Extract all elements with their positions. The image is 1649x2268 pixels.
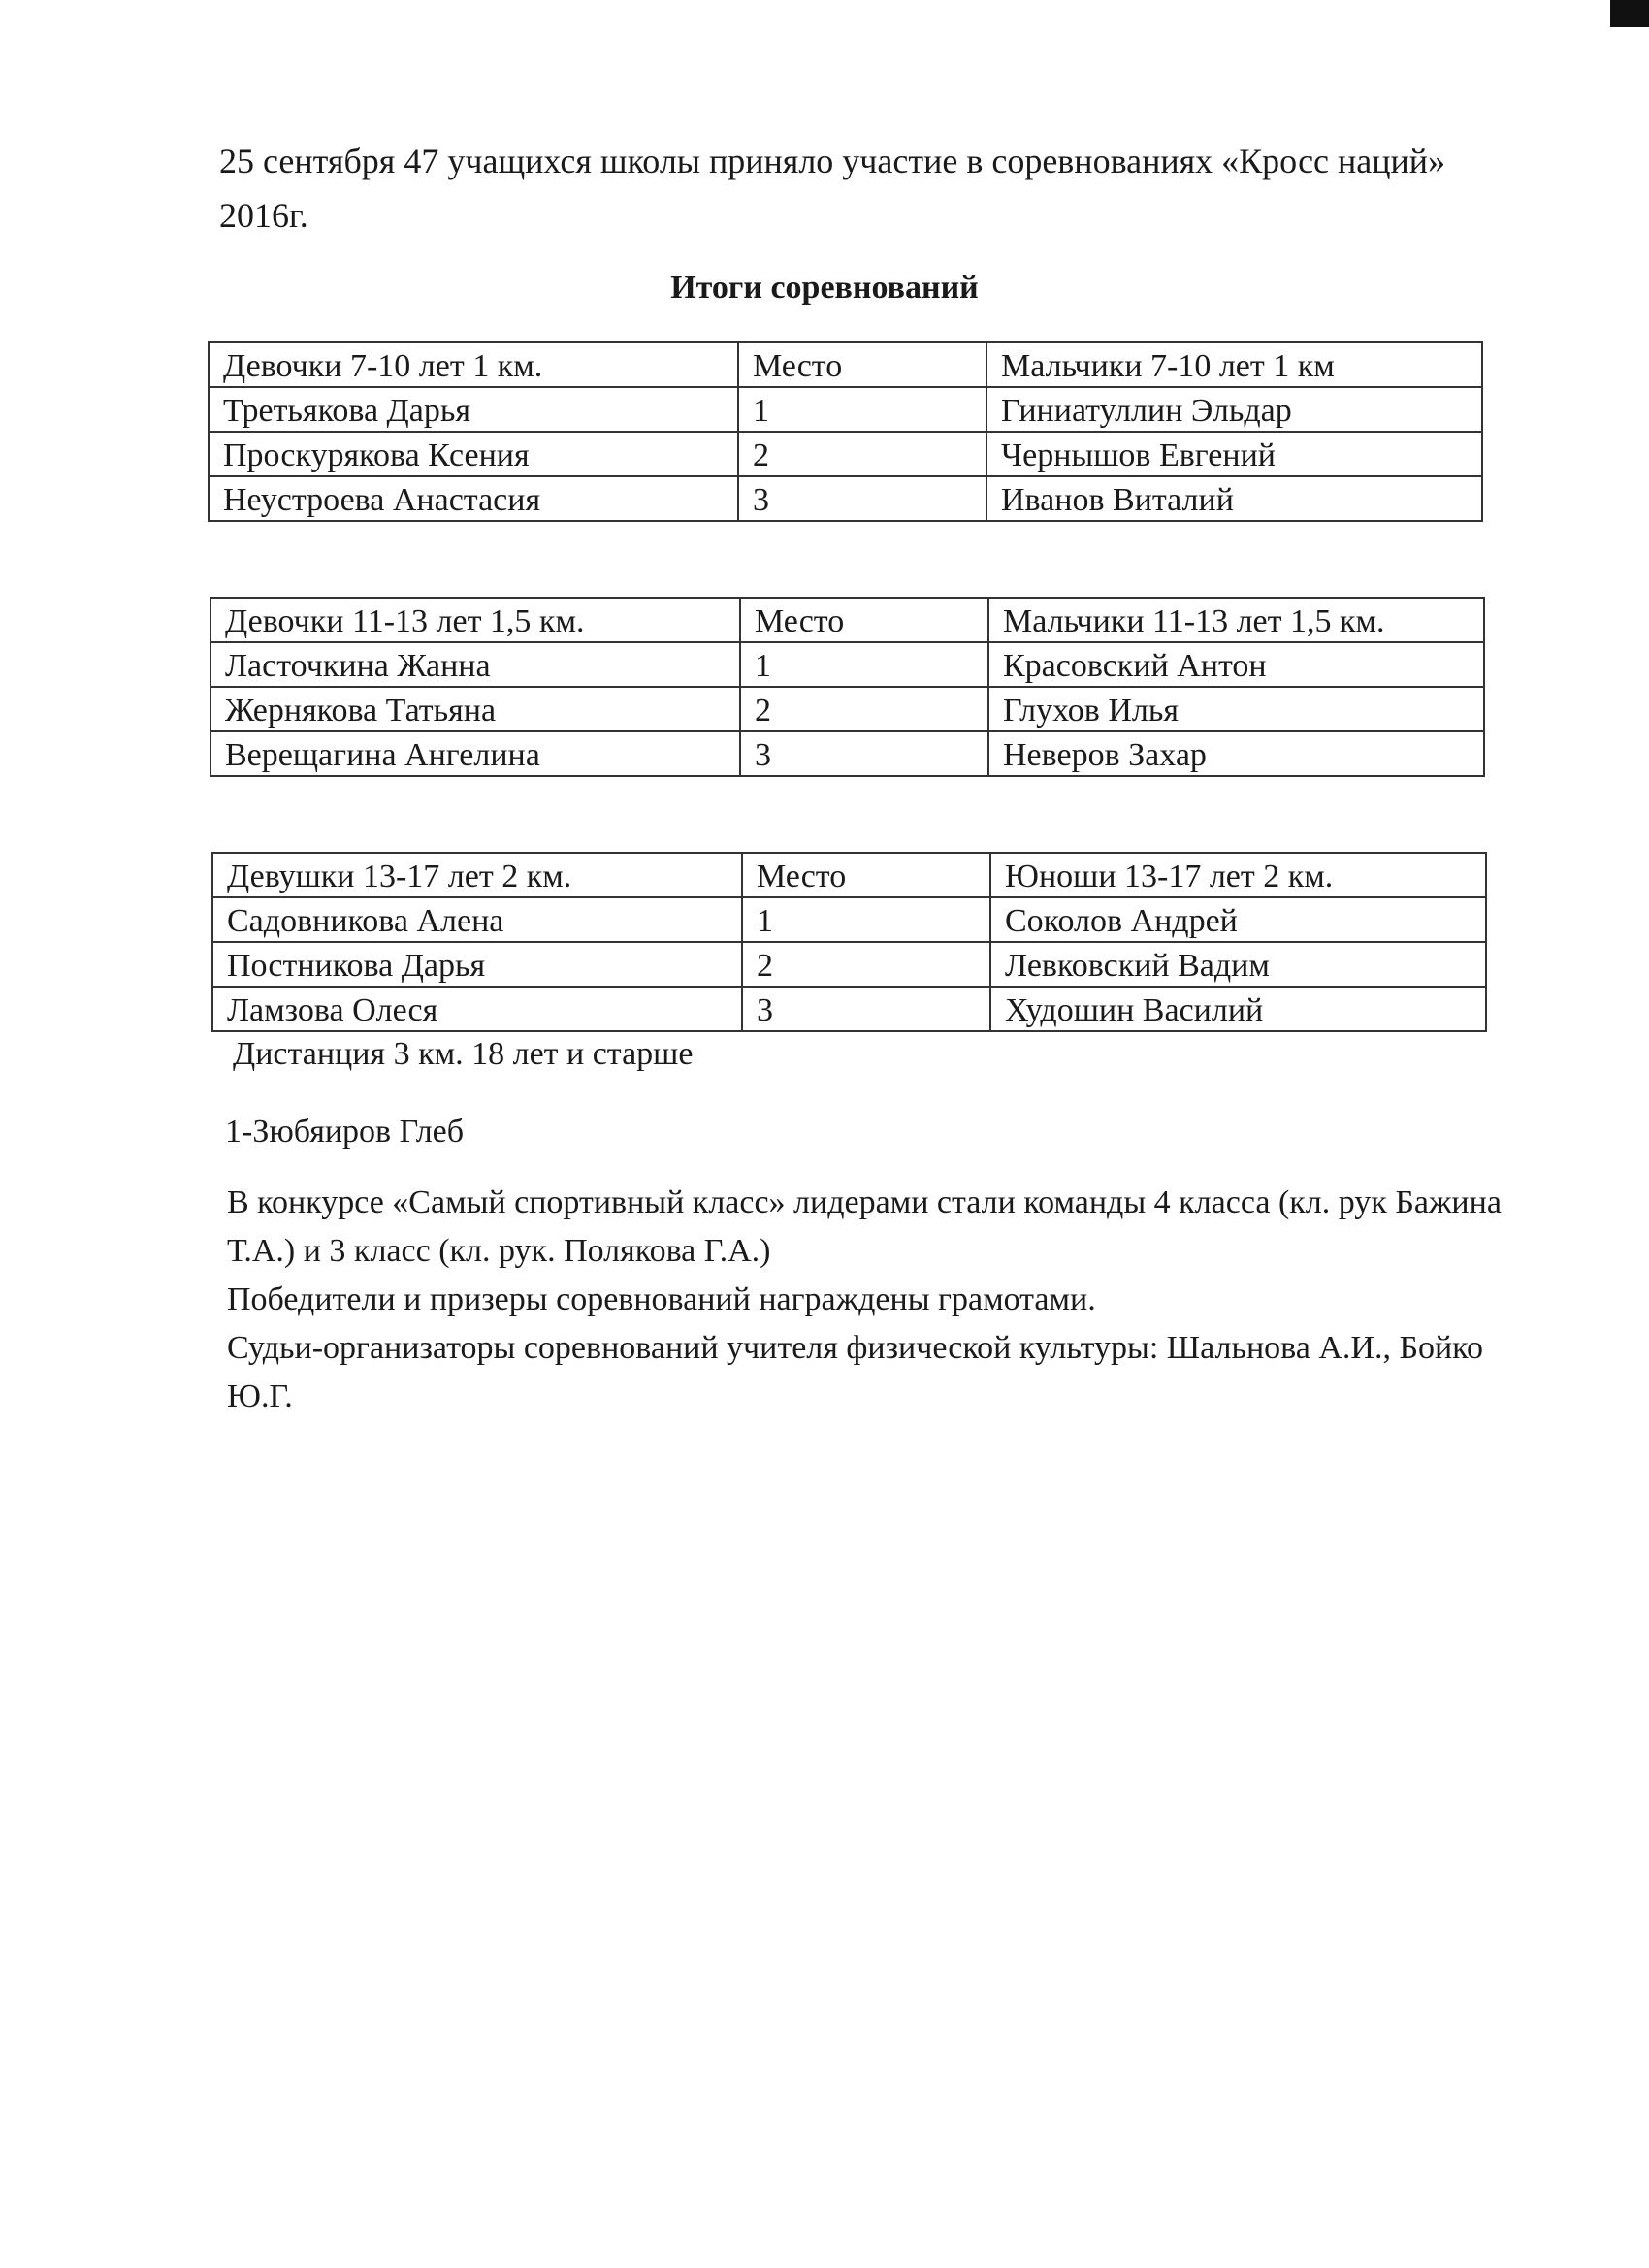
- place: 3: [742, 987, 990, 1031]
- girl-name: Верещагина Ангелина: [210, 731, 740, 776]
- boy-name: Соколов Андрей: [990, 897, 1486, 942]
- judges-paragraph: Судьи-организаторы соревнований учителя физической культуры: Шальнова А.И., Бойко Ю.Г.: [227, 1330, 1483, 1414]
- results-table-13-17: [211, 852, 1487, 1032]
- place: 1: [738, 387, 986, 432]
- awards-paragraph: Победители и призеры соревнований награждены грамотами.: [227, 1281, 1096, 1317]
- table-row: [210, 731, 1484, 776]
- class-contest-paragraph: В конкурсе «Самый спортивный класс» лидерами стали команды 4 класса (кл. рук Бажина Т.А.) и 3 класс (кл. рук. Полякова Г.А.): [227, 1184, 1502, 1269]
- table-row: [209, 476, 1482, 521]
- girl-name: Ласточкина Жанна: [210, 642, 740, 687]
- girl-name: Неустроева Анастасия: [209, 476, 738, 521]
- girls-category-header: Девушки 13-17 лет 2 км.: [212, 853, 742, 897]
- boy-name: Худошин Василий: [990, 987, 1486, 1031]
- table-row: [210, 642, 1484, 687]
- results-heading: Итоги соревнований: [670, 270, 979, 306]
- table-row: [209, 387, 1482, 432]
- girl-name: Третьякова Дарья: [209, 387, 738, 432]
- table-row: [209, 432, 1482, 476]
- scan-corner-mark: [1610, 0, 1649, 27]
- boys-category-header: Мальчики 7-10 лет 1 км: [986, 342, 1482, 387]
- girl-name: Ламзова Олеся: [212, 987, 742, 1031]
- place-header: Место: [742, 853, 990, 897]
- table-row: [212, 942, 1486, 987]
- place: 3: [740, 731, 988, 776]
- results-table-11-13: [210, 597, 1485, 777]
- results-table-7-10: [208, 341, 1483, 522]
- table-row: [210, 687, 1484, 731]
- place-header: Место: [740, 598, 988, 642]
- table-row: [212, 897, 1486, 942]
- boy-name: Красовский Антон: [988, 642, 1484, 687]
- girl-name: Жернякова Татьяна: [210, 687, 740, 731]
- table-header-row: [212, 853, 1486, 897]
- place: 1: [740, 642, 988, 687]
- boy-name: Гиниатуллин Эльдар: [986, 387, 1482, 432]
- boys-category-header: Юноши 13-17 лет 2 км.: [990, 853, 1486, 897]
- place: 2: [742, 942, 990, 987]
- closing-text: [227, 1179, 1517, 1421]
- distance-note: Дистанция 3 км. 18 лет и старше: [233, 1036, 694, 1072]
- girl-name: Постникова Дарья: [212, 942, 742, 987]
- table-header-row: [209, 342, 1482, 387]
- place: 3: [738, 476, 986, 521]
- boys-category-header: Мальчики 11-13 лет 1,5 км.: [988, 598, 1484, 642]
- table-row: [212, 987, 1486, 1031]
- intro-paragraph: 25 сентября 47 учащихся школы приняло участие в соревнованиях «Кросс наций» 2016г.: [219, 142, 1446, 235]
- boy-name: Иванов Виталий: [986, 476, 1482, 521]
- table-header-row: [210, 598, 1484, 642]
- boy-name: Неверов Захар: [988, 731, 1484, 776]
- place-header: Место: [738, 342, 986, 387]
- place: 2: [738, 432, 986, 476]
- girls-category-header: Девочки 7-10 лет 1 км.: [209, 342, 738, 387]
- boy-name: Глухов Илья: [988, 687, 1484, 731]
- girl-name: Проскурякова Ксения: [209, 432, 738, 476]
- boy-name: Чернышов Евгений: [986, 432, 1482, 476]
- place: 2: [740, 687, 988, 731]
- adult-winner: 1-Зюбяиров Глеб: [225, 1114, 465, 1150]
- boy-name: Левковский Вадим: [990, 942, 1486, 987]
- girls-category-header: Девочки 11-13 лет 1,5 км.: [210, 598, 740, 642]
- girl-name: Садовникова Алена: [212, 897, 742, 942]
- place: 1: [742, 897, 990, 942]
